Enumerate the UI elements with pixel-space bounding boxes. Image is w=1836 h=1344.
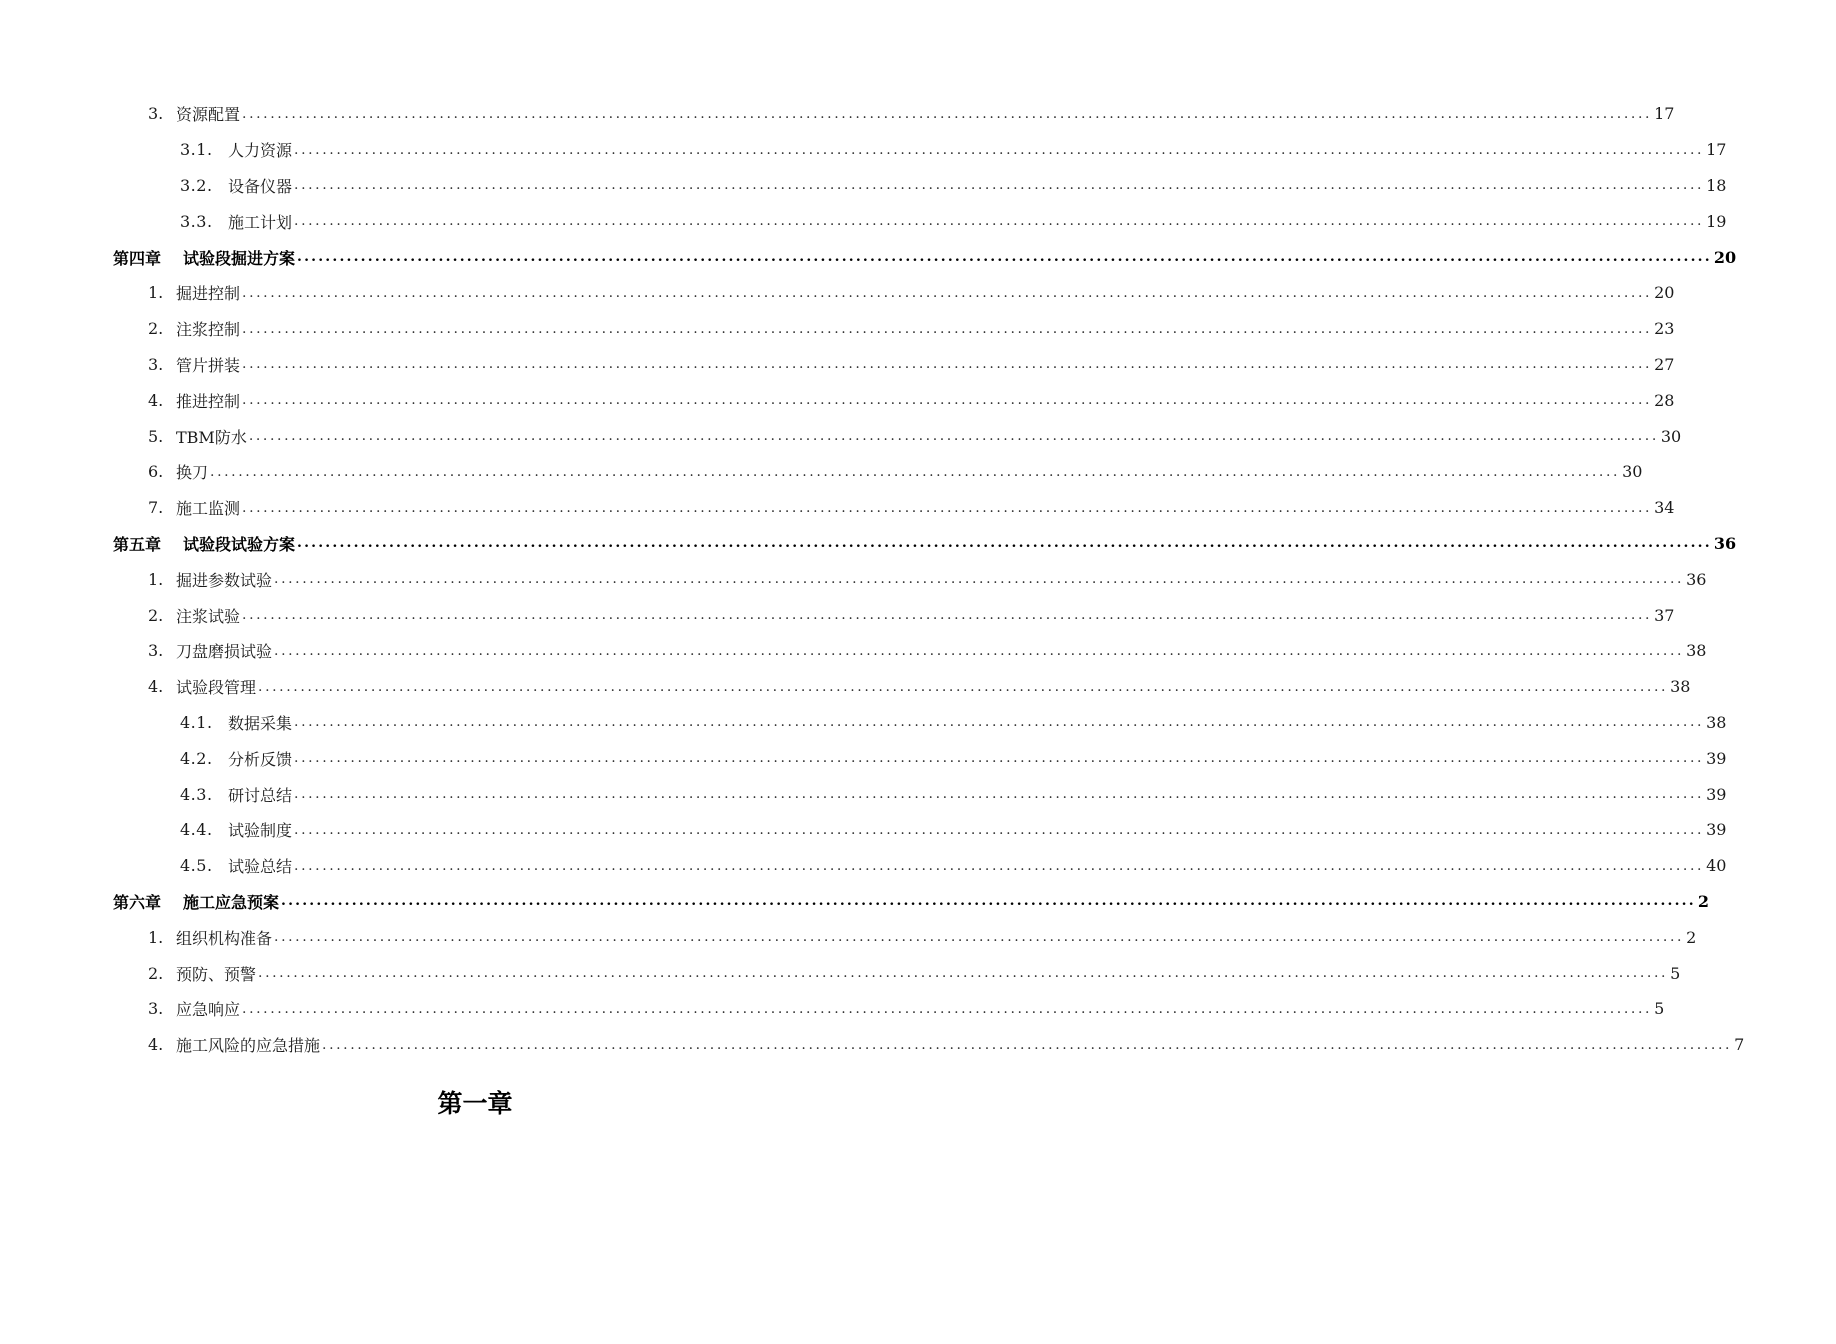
toc-entry-title: 推进控制: [176, 391, 241, 411]
toc-entry[interactable]: [0, 418, 1682, 454]
toc-entry-title: 试验段掘进方案: [183, 248, 296, 268]
toc-entry-title: 试验段管理: [176, 678, 257, 698]
toc-entry-line: [148, 460, 1734, 483]
toc-entry-title: 注浆试验: [176, 606, 241, 626]
toc-entry-number: 4.1.: [180, 712, 213, 732]
toc-entry[interactable]: [0, 705, 1727, 741]
toc-entry-title: 试验段试验方案: [183, 534, 296, 554]
toc-dot-leader: ........................................................................................................................................................................................................: [274, 929, 1685, 946]
toc-entry-title: 分析反馈: [228, 749, 293, 769]
toc-entry-title: 组织机构准备: [176, 928, 273, 948]
toc-page-number: 7: [1734, 1035, 1745, 1055]
toc-dot-leader: ........................................................................................................................................................................................................: [297, 249, 1712, 266]
toc-page-number: 38: [1706, 712, 1727, 732]
toc-page-number: 39: [1706, 748, 1727, 768]
toc-dot-leader: ........................................................................................................................................................................................................: [242, 105, 1653, 122]
toc-entry[interactable]: [0, 740, 1727, 776]
toc-entry-line: [180, 854, 1818, 877]
toc-entry[interactable]: [0, 669, 1691, 705]
toc-entry-title: 掘进参数试验: [176, 570, 273, 590]
toc-page-number: 38: [1670, 677, 1691, 697]
toc-entry-number: 4.4.: [180, 820, 213, 840]
toc-entry-line: [148, 962, 1772, 985]
table-of-contents: [0, 96, 1745, 1063]
toc-dot-leader: ........................................................................................................................................................................................................: [294, 786, 1705, 803]
toc-page-number: 27: [1654, 354, 1675, 374]
toc-entry[interactable]: [0, 633, 1707, 669]
toc-dot-leader: ........................................................................................................................................................................................................: [294, 141, 1705, 158]
toc-page-number: 20: [1713, 247, 1737, 267]
toc-dot-leader: ........................................................................................................................................................................................................: [242, 356, 1653, 373]
toc-page-number: 36: [1686, 569, 1707, 589]
toc-entry-title: 施工监测: [176, 499, 241, 519]
toc-entry-number: 4.: [148, 1035, 164, 1055]
toc-entry-number: 第六章: [113, 892, 162, 912]
toc-dot-leader: ........................................................................................................................................................................................................: [242, 320, 1653, 337]
toc-page-number: 23: [1654, 319, 1675, 339]
toc-entry-title: 换刀: [176, 463, 209, 483]
toc-entry-number: 1.: [148, 569, 164, 589]
toc-dot-leader: ........................................................................................................................................................................................................: [294, 213, 1705, 230]
toc-page-number: 18: [1706, 175, 1727, 195]
toc-entry-title: 管片拼装: [176, 355, 241, 375]
toc-entry-title: 应急响应: [176, 1000, 241, 1020]
toc-entry[interactable]: [0, 991, 1665, 1027]
toc-entry-number: 4.: [148, 390, 164, 410]
toc-entry-number: 4.2.: [180, 748, 213, 768]
toc-entry[interactable]: [0, 168, 1727, 204]
toc-entry-title: 施工风险的应急措施: [176, 1036, 321, 1056]
toc-dot-leader: ........................................................................................................................................................................................................: [274, 642, 1685, 659]
toc-entry-number: 3.2.: [180, 175, 213, 195]
toc-entry-line: [148, 389, 1766, 412]
toc-chapter-entry[interactable]: [0, 884, 1709, 920]
toc-entry-line: [148, 997, 1756, 1020]
toc-entry-title: 研讨总结: [228, 785, 293, 805]
toc-entry[interactable]: [0, 561, 1707, 597]
toc-entry[interactable]: [0, 132, 1727, 168]
toc-page-number: 39: [1706, 820, 1727, 840]
toc-page-number: 2: [1697, 891, 1709, 911]
toc-page-number: 19: [1706, 211, 1727, 231]
toc-entry-number: 1.: [148, 283, 164, 303]
toc-entry[interactable]: [0, 848, 1727, 884]
toc-entry[interactable]: [0, 275, 1675, 311]
toc-entry-number: 2.: [148, 605, 164, 625]
toc-entry[interactable]: [0, 347, 1675, 383]
toc-dot-leader: ........................................................................................................................................................................................................: [294, 857, 1705, 874]
toc-entry-line: [113, 890, 1801, 913]
toc-entry[interactable]: [0, 776, 1727, 812]
toc-entry[interactable]: [0, 597, 1675, 633]
toc-entry-line: [148, 568, 1798, 591]
toc-dot-leader: ........................................................................................................................................................................................................: [242, 1000, 1653, 1017]
toc-entry-number: 7.: [148, 498, 164, 518]
toc-chapter-entry[interactable]: [0, 239, 1737, 275]
toc-entry-number: 3.3.: [180, 211, 213, 231]
toc-entry-line: [180, 210, 1818, 233]
toc-entry-number: 4.5.: [180, 856, 213, 876]
toc-entry-title: 施工计划: [228, 212, 293, 232]
toc-entry-line: [180, 174, 1818, 197]
toc-entry-number: 4.: [148, 677, 164, 697]
toc-entry-line: [148, 1033, 1836, 1056]
toc-entry-title: 掘进控制: [176, 284, 241, 304]
toc-entry[interactable]: [0, 919, 1697, 955]
toc-entry-line: [180, 783, 1818, 806]
toc-entry[interactable]: [0, 490, 1675, 526]
chapter-heading: 第一章: [437, 1089, 513, 1118]
toc-entry-number: 1.: [148, 927, 164, 947]
toc-entry-line: [148, 353, 1766, 376]
toc-page-number: 17: [1654, 104, 1675, 124]
toc-entry-line: [148, 102, 1766, 125]
toc-entry[interactable]: [0, 454, 1643, 490]
toc-entry-line: [113, 532, 1828, 555]
toc-entry-number: 第四章: [113, 248, 162, 268]
toc-page-number: 39: [1706, 784, 1727, 804]
toc-page-number: 5: [1654, 999, 1665, 1019]
toc-page-number: 2: [1686, 927, 1697, 947]
toc-entry-title: 设备仪器: [228, 176, 293, 196]
toc-entry-title: 资源配置: [176, 105, 241, 125]
toc-entry-title: 施工应急预案: [183, 892, 280, 912]
toc-entry-number: 3.: [148, 641, 164, 661]
toc-dot-leader: ........................................................................................................................................................................................................: [294, 750, 1705, 767]
toc-dot-leader: ........................................................................................................................................................................................................: [258, 678, 1669, 695]
toc-entry[interactable]: [0, 203, 1727, 239]
toc-page-number: 38: [1686, 641, 1707, 661]
toc-page-number: 30: [1660, 426, 1682, 446]
toc-entry[interactable]: [0, 955, 1681, 991]
toc-entry-line: [148, 281, 1766, 304]
toc-entry-title: 数据采集: [228, 713, 293, 733]
toc-entry-number: 6.: [148, 462, 164, 482]
toc-entry-title: 刀盘磨损试验: [176, 642, 273, 662]
toc-page-number: 34: [1654, 498, 1675, 518]
toc-entry-title: TBM防水: [176, 427, 247, 447]
toc-entry-title: 试验总结: [228, 857, 293, 877]
toc-dot-leader: ........................................................................................................................................................................................................: [242, 284, 1653, 301]
toc-dot-leader: ........................................................................................................................................................................................................: [281, 893, 1696, 910]
toc-entry-line: [148, 639, 1798, 662]
toc-chapter-entry[interactable]: [0, 526, 1737, 562]
toc-page-number: 30: [1622, 462, 1643, 482]
toc-entry-number: 5.: [148, 426, 164, 446]
toc-entry[interactable]: [0, 96, 1675, 132]
toc-page-number: 17: [1706, 140, 1727, 160]
toc-dot-leader: ........................................................................................................................................................................................................: [210, 463, 1621, 480]
toc-entry[interactable]: [0, 311, 1675, 347]
toc-entry-number: 3.: [148, 354, 164, 374]
toc-dot-leader: ........................................................................................................................................................................................................: [248, 428, 1659, 445]
toc-entry-line: [180, 747, 1818, 770]
toc-entry-line: [180, 711, 1818, 734]
toc-entry-line: [148, 675, 1782, 698]
toc-page-number: 20: [1654, 283, 1675, 303]
toc-entry-number: 3.1.: [180, 140, 213, 160]
toc-dot-leader: ........................................................................................................................................................................................................: [242, 607, 1653, 624]
toc-entry-line: [113, 246, 1828, 269]
toc-page-number: 5: [1670, 963, 1681, 983]
toc-entry-number: 4.3.: [180, 784, 213, 804]
toc-entry-number: 第五章: [113, 534, 162, 554]
toc-entry-line: [180, 138, 1818, 161]
toc-dot-leader: ........................................................................................................................................................................................................: [294, 177, 1705, 194]
toc-dot-leader: ........................................................................................................................................................................................................: [242, 392, 1653, 409]
toc-entry-line: [148, 496, 1766, 519]
toc-dot-leader: ........................................................................................................................................................................................................: [242, 499, 1653, 516]
toc-entry-line: [180, 818, 1818, 841]
toc-entry-title: 预防、预警: [176, 964, 257, 984]
toc-dot-leader: ........................................................................................................................................................................................................: [258, 965, 1669, 982]
toc-entry[interactable]: [0, 382, 1675, 418]
toc-dot-leader: ........................................................................................................................................................................................................: [297, 535, 1712, 552]
toc-entry-line: [148, 926, 1788, 949]
toc-entry-number: 3.: [148, 999, 164, 1019]
toc-dot-leader: ........................................................................................................................................................................................................: [274, 571, 1685, 588]
toc-entry-title: 人力资源: [228, 141, 293, 161]
toc-entry-line: [148, 604, 1766, 627]
toc-page-number: 28: [1654, 390, 1675, 410]
toc-entry-line: [148, 425, 1773, 448]
toc-dot-leader: ........................................................................................................................................................................................................: [294, 821, 1705, 838]
toc-entry-line: [148, 317, 1766, 340]
toc-entry-number: 2.: [148, 319, 164, 339]
toc-entry-title: 试验制度: [228, 821, 293, 841]
toc-entry[interactable]: [0, 812, 1727, 848]
toc-dot-leader: ........................................................................................................................................................................................................: [322, 1036, 1733, 1053]
toc-entry-title: 注浆控制: [176, 320, 241, 340]
toc-entry[interactable]: [0, 1027, 1745, 1063]
toc-page-number: 37: [1654, 605, 1675, 625]
toc-page-number: 40: [1706, 856, 1727, 876]
toc-entry-number: 2.: [148, 963, 164, 983]
toc-entry-number: 3.: [148, 104, 164, 124]
toc-dot-leader: ........................................................................................................................................................................................................: [294, 714, 1705, 731]
toc-page-number: 36: [1713, 533, 1737, 553]
